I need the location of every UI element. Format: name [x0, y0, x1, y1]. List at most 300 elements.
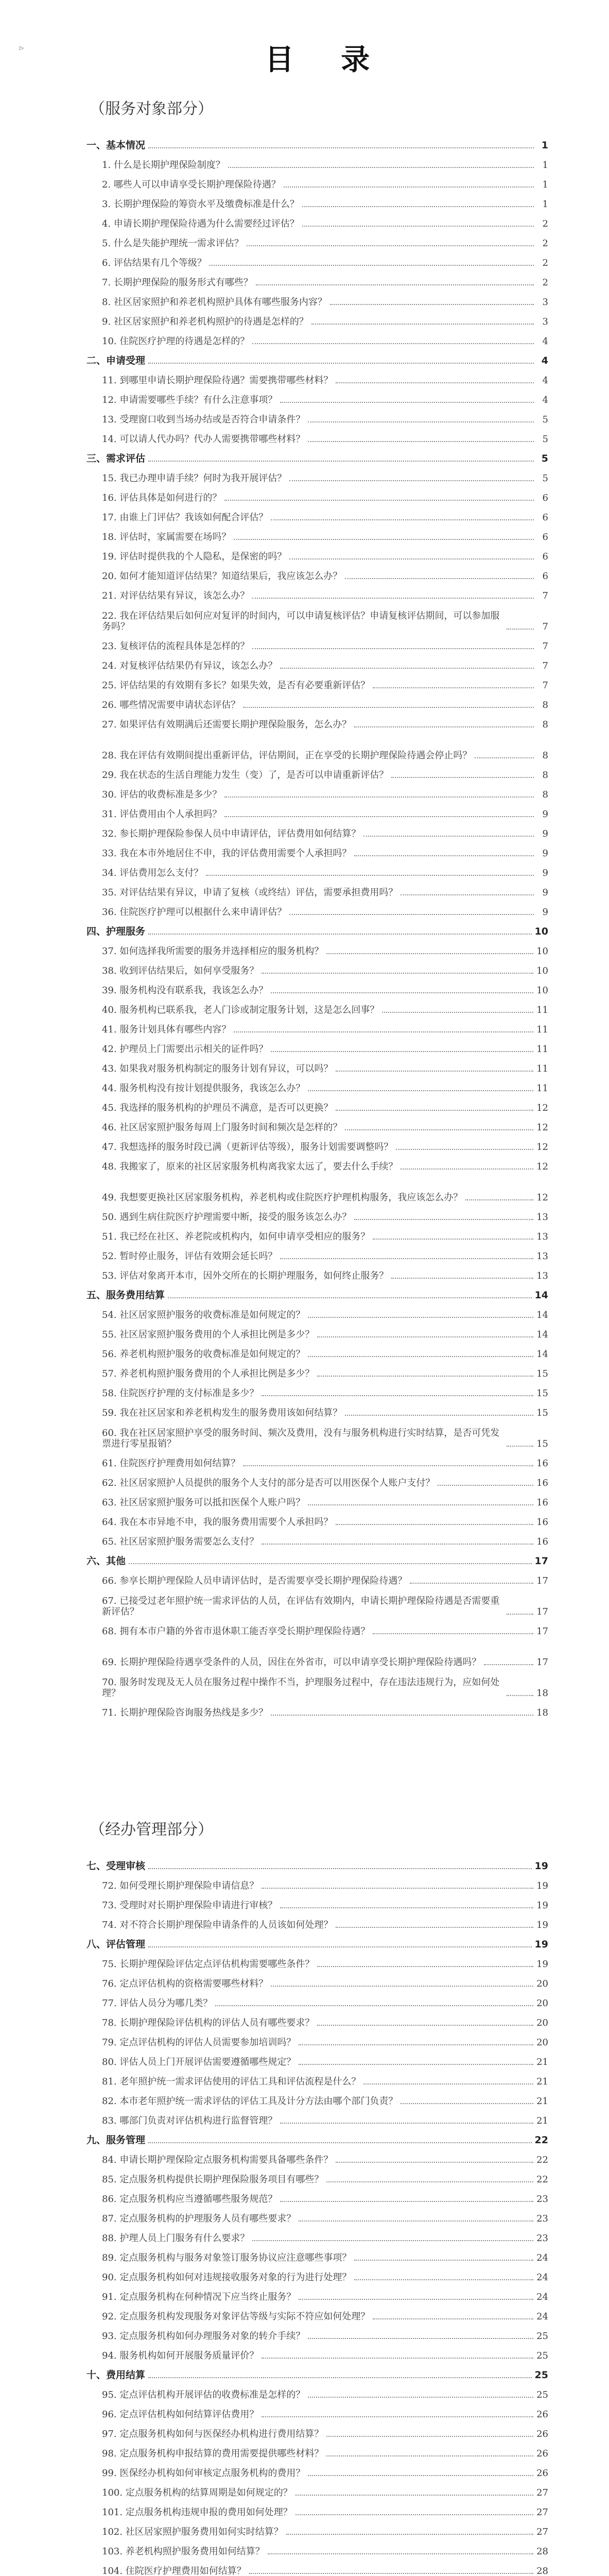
dot-leader	[262, 2416, 533, 2417]
toc-section-row[interactable]	[86, 918, 548, 938]
toc-item-row[interactable]	[86, 2185, 548, 2205]
dot-leader	[308, 2338, 533, 2339]
toc-item-text: 61. 住院医疗护理费用如何结算？	[102, 1458, 240, 1469]
toc-item-row[interactable]	[86, 2303, 548, 2323]
toc-item-text: 57. 养老机构照护服务费用的个人承担比例是多少？	[102, 1368, 315, 1380]
toc-item-row[interactable]	[86, 2323, 548, 2342]
toc-section-row[interactable]	[86, 1931, 548, 1951]
toc-page-number: 25	[536, 2331, 548, 2342]
dot-leader	[252, 2240, 533, 2241]
toc-item-row[interactable]	[86, 1262, 548, 1282]
toc-item-row[interactable]	[86, 308, 548, 328]
toc-item-text: 66. 参享长期护理保险人员申请评估时，是否需要享受长期护理保险待遇？	[102, 1575, 407, 1587]
toc-item-row[interactable]	[86, 2009, 548, 2029]
toc-item-row[interactable]	[86, 602, 548, 633]
toc-item-text: 77. 评估人员分为哪几类？	[102, 1998, 213, 2009]
toc-page-number: 26	[536, 2429, 548, 2440]
toc-item-row[interactable]	[86, 2107, 548, 2127]
toc-item-text: 40. 服务机构已联系我，老人门诊或制定服务计划，这是怎么回事？	[102, 1005, 379, 1016]
dot-leader	[286, 2534, 533, 2535]
dot-leader	[243, 1465, 533, 1466]
toc-page-number: 26	[536, 2448, 548, 2460]
toc-page-number: 4	[542, 375, 548, 386]
toc-item-row[interactable]	[86, 171, 548, 191]
toc-item-row[interactable]	[86, 2381, 548, 2401]
toc-item-row[interactable]	[86, 582, 548, 602]
toc-item-row[interactable]	[86, 151, 548, 171]
toc-item-text: 48. 我搬家了，原来的社区居家服务机构离我家太远了，要去什么手续？	[102, 1161, 398, 1173]
toc-section-row[interactable]	[86, 445, 548, 465]
dot-leader	[168, 1297, 532, 1298]
toc-item-text: 30. 评估的收费标准是多少？	[102, 789, 222, 801]
toc-item-row[interactable]	[86, 711, 548, 731]
dot-leader	[148, 1946, 532, 1947]
toc-item-row[interactable]	[86, 543, 548, 563]
toc-page-number: 11	[536, 1005, 548, 1016]
toc-page-number: 8	[542, 770, 548, 781]
dot-leader	[326, 2455, 533, 2456]
toc-page-number: 10	[536, 946, 548, 957]
toc-page-number: 6	[542, 493, 548, 504]
toc-page-number: 25	[536, 2389, 548, 2401]
toc-item-row[interactable]	[86, 1321, 548, 1341]
toc-item-text: 85. 定点服务机构提供长期护理保险服务项目有哪些？	[102, 2174, 324, 2185]
toc-item-row[interactable]	[86, 2460, 548, 2479]
toc-item-row[interactable]	[86, 633, 548, 652]
toc-item-row[interactable]	[86, 761, 548, 781]
toc-page-number: 1	[542, 160, 548, 171]
toc-section-label: 十、费用结算	[86, 2369, 146, 2381]
toc-item-row[interactable]	[86, 191, 548, 210]
toc-page-number: 7	[542, 660, 548, 672]
toc-item-text: 90. 定点服务机构如何对违规接收服务对象的行为进行处理？	[102, 2272, 352, 2283]
dot-leader	[289, 914, 534, 915]
toc-item-row[interactable]	[86, 328, 548, 347]
toc-item-row[interactable]	[86, 1970, 548, 1990]
toc-item-row[interactable]	[86, 1075, 548, 1094]
toc-item-row[interactable]	[86, 2166, 548, 2185]
toc-item-row[interactable]	[86, 731, 548, 761]
toc-item-row[interactable]	[86, 1489, 548, 1509]
toc-page-number: 8	[542, 700, 548, 711]
dot-leader	[271, 1986, 533, 1987]
toc-page-number: 8	[542, 719, 548, 731]
toc-item-text: 7. 长期护理保险的服务形式有哪些？	[102, 277, 253, 289]
toc-item-text: 23. 复核评估的流程具体是怎样的？	[102, 641, 250, 652]
toc-item-row[interactable]	[86, 1360, 548, 1380]
toc-item-text: 78. 长期护理保险评估机构的评估人员有哪些要求？	[102, 2018, 315, 2029]
toc-page-number: 11	[536, 1044, 548, 1055]
toc-item-row[interactable]	[86, 2029, 548, 2048]
toc-item-row[interactable]	[86, 230, 548, 249]
dot-leader	[262, 2358, 533, 2359]
toc-page-number: 16	[536, 1458, 548, 1469]
dot-leader	[308, 1356, 533, 1357]
toc-item-text: 11. 到哪里申请长期护理保险待遇？需要携带哪些材料？	[102, 375, 333, 386]
toc-item-row[interactable]	[86, 249, 548, 269]
toc-page-number: 9	[542, 868, 548, 879]
toc-item-text: 58. 住院医疗护理的支付标准是多少？	[102, 1388, 259, 1399]
toc-item-row[interactable]	[86, 1153, 548, 1173]
dot-leader	[247, 245, 534, 246]
page-title: 目 录	[265, 43, 389, 77]
dot-leader	[299, 2064, 533, 2065]
toc-page-number: 3	[542, 316, 548, 328]
toc-item-row[interactable]	[86, 269, 548, 289]
dot-leader	[224, 500, 534, 501]
toc-page-number: 9	[542, 828, 548, 840]
toc-item-row[interactable]	[86, 801, 548, 820]
toc-page-number: 18	[536, 1688, 548, 1699]
toc-item-text: 25. 评估结果的有效期有多长？如果失效，是否有必要重新评估？	[102, 680, 370, 691]
toc-item-row[interactable]	[86, 210, 548, 230]
toc-page-number: 19	[536, 1880, 548, 1892]
toc-item-row[interactable]	[86, 2420, 548, 2440]
dot-leader	[299, 2044, 533, 2045]
toc-item-text: 73. 受理时对长期护理保险申请进行审核？	[102, 1900, 277, 1911]
toc-item-row[interactable]	[86, 289, 548, 308]
toc-item-text: 10. 住院医疗护理的待遇是怎样的？	[102, 336, 250, 347]
dot-leader	[373, 1633, 533, 1634]
toc-page-number: 17	[536, 1626, 548, 1637]
toc-section-row[interactable]	[86, 1548, 548, 1567]
toc-item-text: 86. 定点服务机构应当遵循哪些服务规范？	[102, 2194, 277, 2205]
toc-item-row[interactable]	[86, 1419, 548, 1450]
dot-leader	[336, 1927, 533, 1928]
dot-leader	[224, 816, 534, 817]
toc-page-number: 9	[542, 887, 548, 899]
toc-page-number: 4	[542, 336, 548, 347]
toc-item-row[interactable]	[86, 2244, 548, 2264]
dot-leader	[354, 2279, 533, 2280]
toc-page-number: 22	[536, 2155, 548, 2166]
toc-section-label: 四、护理服务	[86, 926, 146, 938]
dot-leader	[308, 1504, 533, 1505]
dot-leader	[234, 539, 534, 540]
toc-page-number: 14	[536, 1310, 548, 1321]
toc-page-number: 19	[534, 1860, 548, 1872]
toc-section-row[interactable]	[86, 1282, 548, 1301]
toc-item-text: 9. 社区居家照护和养老机构照护的待遇是怎样的？	[102, 316, 308, 328]
toc-item-row[interactable]	[86, 426, 548, 445]
toc-item-row[interactable]	[86, 1173, 548, 1204]
toc-item-text: 60. 我在社区居家照护享受的服务时间、频次及费用，没有与服务机构进行实时结算，是否可凭发票进行零星报销？	[102, 1427, 500, 1450]
toc-item-row[interactable]	[86, 2225, 548, 2244]
toc-item-row[interactable]	[86, 1528, 548, 1548]
toc-item-row[interactable]	[86, 1990, 548, 2009]
dot-leader	[317, 1336, 533, 1337]
toc-item-text: 29. 我在状态的生活自理能力发生（变）了，是否可以申请重新评估？	[102, 770, 389, 781]
dot-leader	[271, 519, 534, 520]
toc-item-row[interactable]	[86, 1450, 548, 1469]
toc-section-row[interactable]	[86, 132, 548, 151]
toc-page-number: 12	[536, 1192, 548, 1204]
dot-leader	[507, 629, 534, 630]
toc-page-number: 6	[542, 571, 548, 582]
toc-page-number: 8	[542, 750, 548, 761]
dot-leader	[475, 757, 534, 758]
dot-leader	[345, 1415, 533, 1416]
toc-item-text: 16. 评估具体是如何进行的？	[102, 493, 222, 504]
toc-section-label: 七、受理审核	[86, 1860, 146, 1872]
dot-leader	[271, 1715, 533, 1716]
toc-page-number: 7	[542, 621, 548, 633]
dot-leader	[280, 1907, 533, 1908]
toc-item-row[interactable]	[86, 840, 548, 859]
toc-item-text: 55. 社区居家照护服务费用的个人承担比例是多少？	[102, 1329, 315, 1341]
toc-item-text: 12. 申请需要哪些手续？有什么注意事项？	[102, 395, 277, 406]
toc-item-row[interactable]	[86, 691, 548, 711]
toc-page-number: 17	[536, 1575, 548, 1587]
toc-page-number: 17	[534, 1555, 548, 1567]
toc-item-text: 35. 对评估结果有异议，申请了复核（或终结）评估，需要承担费用吗？	[102, 887, 398, 899]
toc-page-number: 22	[536, 2174, 548, 2185]
dot-leader	[401, 1168, 533, 1170]
toc-item-row[interactable]	[86, 2342, 548, 2362]
toc-page-number: 19	[536, 1959, 548, 1970]
toc-item-row[interactable]	[86, 672, 548, 691]
dot-leader	[148, 147, 534, 148]
toc-item-row[interactable]	[86, 977, 548, 996]
toc-item-row[interactable]	[86, 2440, 548, 2460]
toc-item-row[interactable]	[86, 2283, 548, 2303]
toc-item-row[interactable]	[86, 2479, 548, 2499]
toc-item-row[interactable]	[86, 1114, 548, 1133]
toc-item-row[interactable]	[86, 484, 548, 504]
toc-page-number: 14	[536, 1349, 548, 1360]
toc-item-row[interactable]	[86, 2499, 548, 2518]
toc-item-row[interactable]	[86, 859, 548, 879]
dot-leader	[336, 382, 534, 383]
dot-leader	[507, 1614, 533, 1615]
toc-page-number: 13	[536, 1251, 548, 1262]
toc-item-text: 68. 拥有本市户籍的外省市退休职工能否享受长期护理保险待遇？	[102, 1626, 370, 1637]
toc-item-row[interactable]	[86, 367, 548, 386]
toc-page-number: 10	[536, 965, 548, 977]
dot-leader	[311, 324, 534, 325]
toc-item-row[interactable]	[86, 1699, 548, 1719]
dot-leader	[299, 2299, 533, 2300]
toc-section-label: 一、基本情况	[86, 140, 146, 151]
toc-item-row[interactable]	[86, 2068, 548, 2088]
toc-page-number: 15	[536, 1388, 548, 1399]
toc-item-text: 70. 服务时发现及无人员在服务过程中操作不当，护理服务过程中，存在违法违规行为，应如何处理？	[102, 1676, 500, 1699]
toc-item-row[interactable]	[86, 781, 548, 801]
toc-page-number: 21	[536, 2115, 548, 2127]
toc-item-text: 36. 住院医疗护理可以根据什么来申请评估？	[102, 907, 287, 918]
toc-page-number: 20	[536, 1978, 548, 1990]
toc-item-row[interactable]	[86, 1872, 548, 1892]
toc-page-number: 2	[542, 258, 548, 269]
toc-section-label: 九、服务管理	[86, 2134, 146, 2146]
toc-item-row[interactable]	[86, 2538, 548, 2557]
toc-item-text: 84. 申请长期护理保险定点服务机构需要具备哪些条件？	[102, 2155, 333, 2166]
dot-leader	[391, 1278, 533, 1279]
toc-item-text: 44. 服务机构没有按计划提供服务，我该怎么办？	[102, 1083, 305, 1094]
toc-item-row[interactable]	[86, 1911, 548, 1931]
toc-item-text: 32. 参长期护理保险参保人员中申请评估，评估费用如何结算？	[102, 828, 361, 840]
toc-page-number: 11	[536, 1083, 548, 1094]
toc-item-row[interactable]	[86, 899, 548, 918]
toc-item-row[interactable]	[86, 465, 548, 484]
toc-item-text: 28. 我在评估有效期间提出重新评估，评估期间，正在享受的长期护理保险待遇会停止吗？	[102, 750, 472, 761]
toc-item-row[interactable]	[86, 523, 548, 543]
toc-item-text: 21. 对评估结果有异议，该怎么办？	[102, 590, 250, 602]
toc-item-text: 65. 社区居家照护服务需要怎么支付？	[102, 1536, 259, 1548]
toc-item-text: 81. 老年照护统一需求评估使用的评估工具和评估流程是什么？	[102, 2076, 361, 2088]
toc-item-row[interactable]	[86, 1301, 548, 1321]
dot-leader	[256, 284, 534, 285]
toc-item-row[interactable]	[86, 1036, 548, 1055]
toc-item-row[interactable]	[86, 1204, 548, 1223]
toc-item-row[interactable]	[86, 652, 548, 672]
dot-leader	[308, 2397, 533, 2398]
dot-leader	[302, 226, 534, 227]
toc-item-row[interactable]	[86, 386, 548, 406]
dot-leader	[262, 1888, 533, 1889]
toc-item-row[interactable]	[86, 1055, 548, 1075]
toc-item-row[interactable]	[86, 1094, 548, 1114]
toc-item-text: 17. 由谁上门评估？我该如何配合评估？	[102, 512, 268, 523]
toc-page-number: 16	[536, 1478, 548, 1489]
dot-leader	[262, 1544, 533, 1545]
dot-leader	[129, 1563, 532, 1564]
dot-leader	[317, 1376, 533, 1377]
toc-page-number: 11	[536, 1063, 548, 1075]
toc-item-row[interactable]	[86, 2205, 548, 2225]
toc-page-number: 11	[536, 1024, 548, 1036]
toc-item-row[interactable]	[86, 996, 548, 1016]
toc-item-text: 74. 对不符合长期护理保险申请条件的人员该如何处理？	[102, 1920, 333, 1931]
toc-page-number: 16	[536, 1517, 548, 1528]
dot-leader	[262, 973, 533, 974]
toc-page-number: 19	[536, 1900, 548, 1911]
toc-page-number: 27	[536, 2487, 548, 2499]
dot-leader	[302, 206, 534, 207]
toc-item-row[interactable]	[86, 504, 548, 523]
part-title: （经办管理部分）	[90, 1821, 213, 1839]
toc-page-number: 9	[542, 809, 548, 820]
toc-item-row[interactable]	[86, 820, 548, 840]
toc-item-text: 59. 我在社区居家和养老机构发生的服务费用该如何结算？	[102, 1408, 342, 1419]
dot-leader	[401, 894, 534, 895]
toc-item-row[interactable]	[86, 563, 548, 582]
toc-item-row[interactable]	[86, 1223, 548, 1243]
toc-page-number: 12	[536, 1122, 548, 1133]
toc-item-text: 56. 养老机构照护服务的收费标准是如何规定的？	[102, 1349, 305, 1360]
toc-item-row[interactable]	[86, 1399, 548, 1419]
toc-item-row[interactable]	[86, 2264, 548, 2283]
toc-item-row[interactable]	[86, 2146, 548, 2166]
toc-item-row[interactable]	[86, 1668, 548, 1699]
toc-section-row[interactable]	[86, 2127, 548, 2146]
dot-leader	[148, 2142, 532, 2143]
toc-item-row[interactable]	[86, 2048, 548, 2068]
toc-item-text: 64. 我在本市异地不申，我的服务费用需要个人承担吗？	[102, 1517, 333, 1528]
toc-item-row[interactable]	[86, 1618, 548, 1637]
toc-item-text: 8. 社区居家照护和养老机构照护具体有哪些服务内容？	[102, 297, 327, 308]
dot-leader	[308, 441, 534, 442]
toc-item-text: 46. 社区居家照护服务每周上门服务时间和频次是怎样的？	[102, 1122, 342, 1133]
toc-item-text: 53. 评估对象离开本市，因外交所在的长期护理服务，如何终止服务？	[102, 1270, 389, 1282]
toc-section-row[interactable]	[86, 1853, 548, 1872]
toc-item-row[interactable]	[86, 1380, 548, 1399]
toc-item-row[interactable]	[86, 1341, 548, 1360]
toc-section-row[interactable]	[86, 347, 548, 367]
dot-leader	[280, 1258, 533, 1259]
toc-item-row[interactable]	[86, 1951, 548, 1970]
dot-leader	[224, 796, 534, 798]
toc-page-number: 6	[542, 551, 548, 563]
toc-item-text: 27. 如果评估有效期满后还需要长期护理保险服务，怎么办？	[102, 719, 352, 731]
toc-page-number: 14	[536, 1329, 548, 1341]
toc-item-row[interactable]	[86, 1587, 548, 1618]
toc-item-row[interactable]	[86, 1016, 548, 1036]
toc-item-text: 67. 已接受过老年照护统一需求评估的人员，在评估有效期内，申请长期护理保险待遇是否需要重新评估？	[102, 1595, 500, 1618]
toc-item-text: 18. 评估时，家属需要在场吗？	[102, 532, 231, 543]
toc-item-row[interactable]	[86, 2518, 548, 2538]
dot-leader	[284, 187, 534, 188]
toc-item-row[interactable]	[86, 1133, 548, 1153]
toc-item-text: 101. 定点服务机构违规申报的费用如何处理？	[102, 2507, 292, 2518]
toc-item-row[interactable]	[86, 1637, 548, 1668]
toc-page-number: 22	[534, 2134, 548, 2146]
toc-item-row[interactable]	[86, 938, 548, 957]
toc-item-text: 31. 评估费用由个人承担吗？	[102, 809, 222, 820]
toc-item-text: 92. 定点服务机构发现服务对象评估等级与实际不符应如何处理？	[102, 2311, 370, 2323]
toc-page-number: 27	[536, 2507, 548, 2518]
toc-item-row[interactable]	[86, 1567, 548, 1587]
toc-item-row[interactable]	[86, 1243, 548, 1262]
toc-item-row[interactable]	[86, 406, 548, 426]
toc-section-row[interactable]	[86, 2362, 548, 2381]
dot-leader	[148, 1868, 532, 1869]
dot-leader	[206, 875, 534, 876]
toc-item-row[interactable]	[86, 2401, 548, 2420]
toc-page-number: 21	[536, 2057, 548, 2068]
toc-item-row[interactable]	[86, 957, 548, 977]
toc-section-label: 六、其他	[86, 1555, 126, 1567]
dot-leader	[336, 1110, 533, 1111]
page-corner-icon: ⊳	[19, 44, 25, 53]
toc-item-text: 103. 养老机构照护服务费用如何结算？	[102, 2546, 265, 2557]
dot-leader	[507, 1695, 533, 1696]
toc-page-number: 4	[542, 395, 548, 406]
toc-page-number: 4	[541, 355, 548, 367]
toc-page-number: 20	[536, 1998, 548, 2009]
toc-page-number: 20	[536, 2037, 548, 2048]
toc-page-number: 2	[542, 218, 548, 230]
toc-page-number: 24	[536, 2272, 548, 2283]
toc-item-row[interactable]	[86, 1892, 548, 1911]
toc-section-label: 二、申请受理	[86, 355, 146, 367]
toc-page-number: 23	[536, 2213, 548, 2225]
toc-item-row[interactable]	[86, 1469, 548, 1489]
toc-item-row[interactable]	[86, 1509, 548, 1528]
toc-item-row[interactable]	[86, 879, 548, 899]
toc-page-number: 19	[536, 1920, 548, 1931]
toc-item-text: 97. 定点服务机构如何与医保经办机构进行费用结算？	[102, 2429, 324, 2440]
dot-leader	[326, 2181, 533, 2182]
toc-item-row[interactable]	[86, 2088, 548, 2107]
toc-item-text: 98. 定点服务机构申报结算的费用需要提供哪些材料？	[102, 2448, 324, 2460]
toc-page-number: 13	[536, 1212, 548, 1223]
dot-leader	[271, 1051, 533, 1052]
dot-leader	[262, 1395, 533, 1396]
dot-leader	[373, 2318, 533, 2319]
toc-page-number: 5	[542, 473, 548, 484]
toc-item-row[interactable]	[86, 2557, 548, 2576]
